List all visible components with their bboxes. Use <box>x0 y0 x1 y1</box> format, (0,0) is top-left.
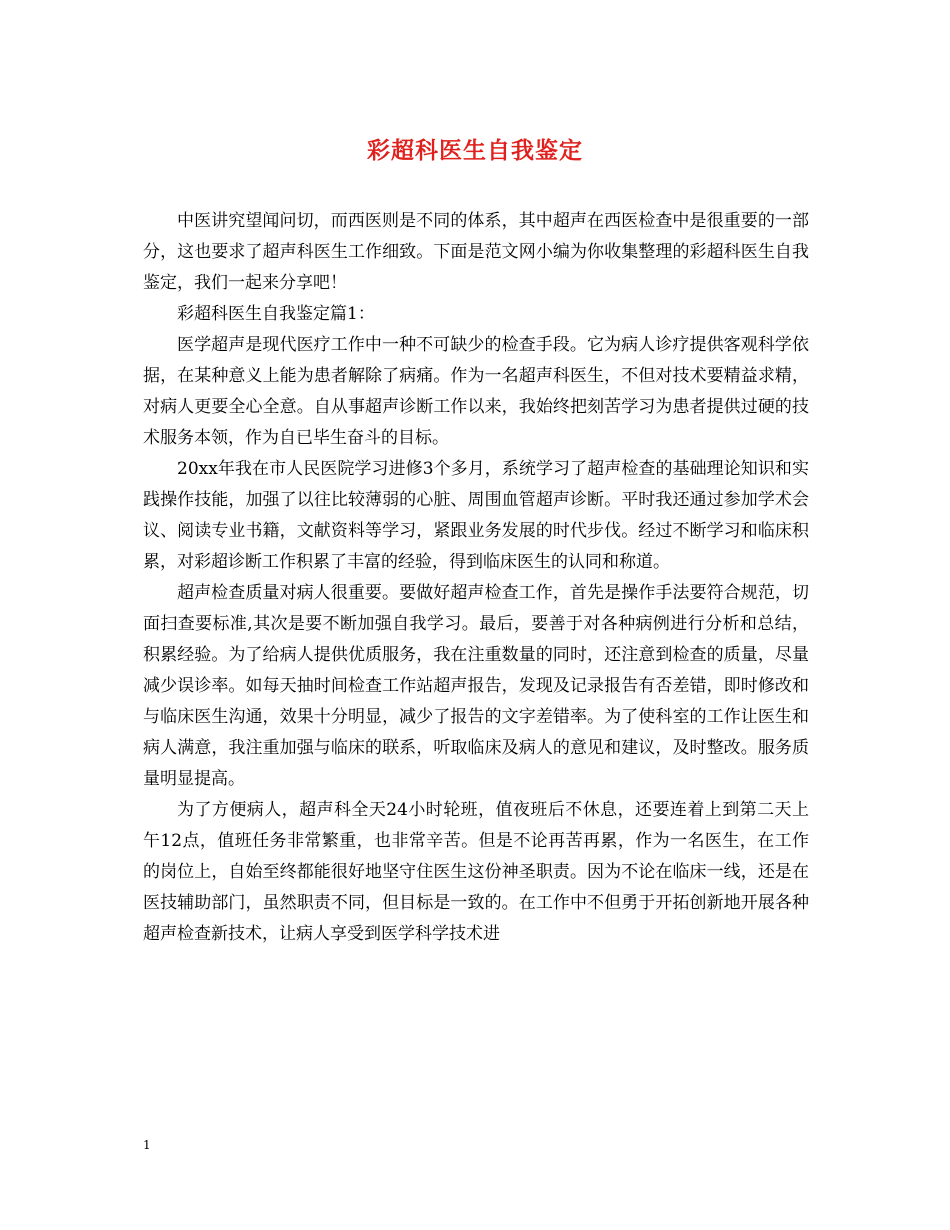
paragraph-intro: 中医讲究望闻问切，而西医则是不同的体系，其中超声在西医检查中是很重要的一部分，这也要求了超声科医生工作细致。下面是范文网小编为你收集整理的彩超科医生自我鉴定，我们一起来分享吧！ <box>143 211 809 293</box>
document-body <box>143 206 809 950</box>
page-number: 1 <box>143 1138 151 1152</box>
paragraph-training: 20xx年我在市人民医院学习进修3个多月，系统学习了超声检查的基础理论知识和实践操作技能，加强了以往比较薄弱的心脏、周围血管超声诊断。平时我还通过参加学术会议、阅读专业书籍，文献资料等学习，紧跟业务发展的时代步伐。经过不断学习和临床积累，对彩超诊断工作积累了丰富的经验，得到临床医生的认同和称道。 <box>143 459 809 572</box>
paragraph-ultrasound-importance: 医学超声是现代医疗工作中一种不可缺少的检查手段。它为病人诊疗提供客观科学依据，在某种意义上能为患者解除了病痛。作为一名超声科医生，不但对技术要精益求精，对病人更要全心全意。自从事超声诊断工作以来，我始终把刻苦学习为患者提供过硬的技术服务本领，作为自已毕生奋斗的目标。 <box>143 335 809 448</box>
paragraph-shifts: 为了方便病人，超声科全天24小时轮班，值夜班后不休息，还要连着上到第二天上午12点，值班任务非常繁重，也非常辛苦。但是不论再苦再累，作为一名医生，在工作的岗位上，自始至终都能很好地坚守住医生这份神圣职责。因为不论在临床一线，还是在医技辅助部门，虽然职责不同，但目标是一致的。在工作中不但勇于开拓创新地开展各种超声检查新技术，让病人享受到医学科学技术进 <box>143 800 809 944</box>
paragraph-section-heading: 彩超科医生自我鉴定篇1： <box>177 304 375 324</box>
paragraph-quality: 超声检查质量对病人很重要。要做好超声检查工作，首先是操作手法要符合规范，切面扫查要标准,其次是要不断加强自我学习。最后，要善于对各种病例进行分析和总结，积累经验。为了给病人提供优质服务，我在注重数量的同时，还注意到检查的质量，尽量减少误诊率。如每天抽时间检查工作站超声报告，发现及记录报告有否差错，即时修改和与临床医生沟通，效果十分明显，减少了报告的文字差错率。为了使科室的工作让医生和病人满意，我注重加强与临床的联系，听取临床及病人的意见和建议，及时整改。服务质量明显提高。 <box>143 583 809 789</box>
document-title: 彩超科医生自我鉴定 <box>367 137 583 164</box>
